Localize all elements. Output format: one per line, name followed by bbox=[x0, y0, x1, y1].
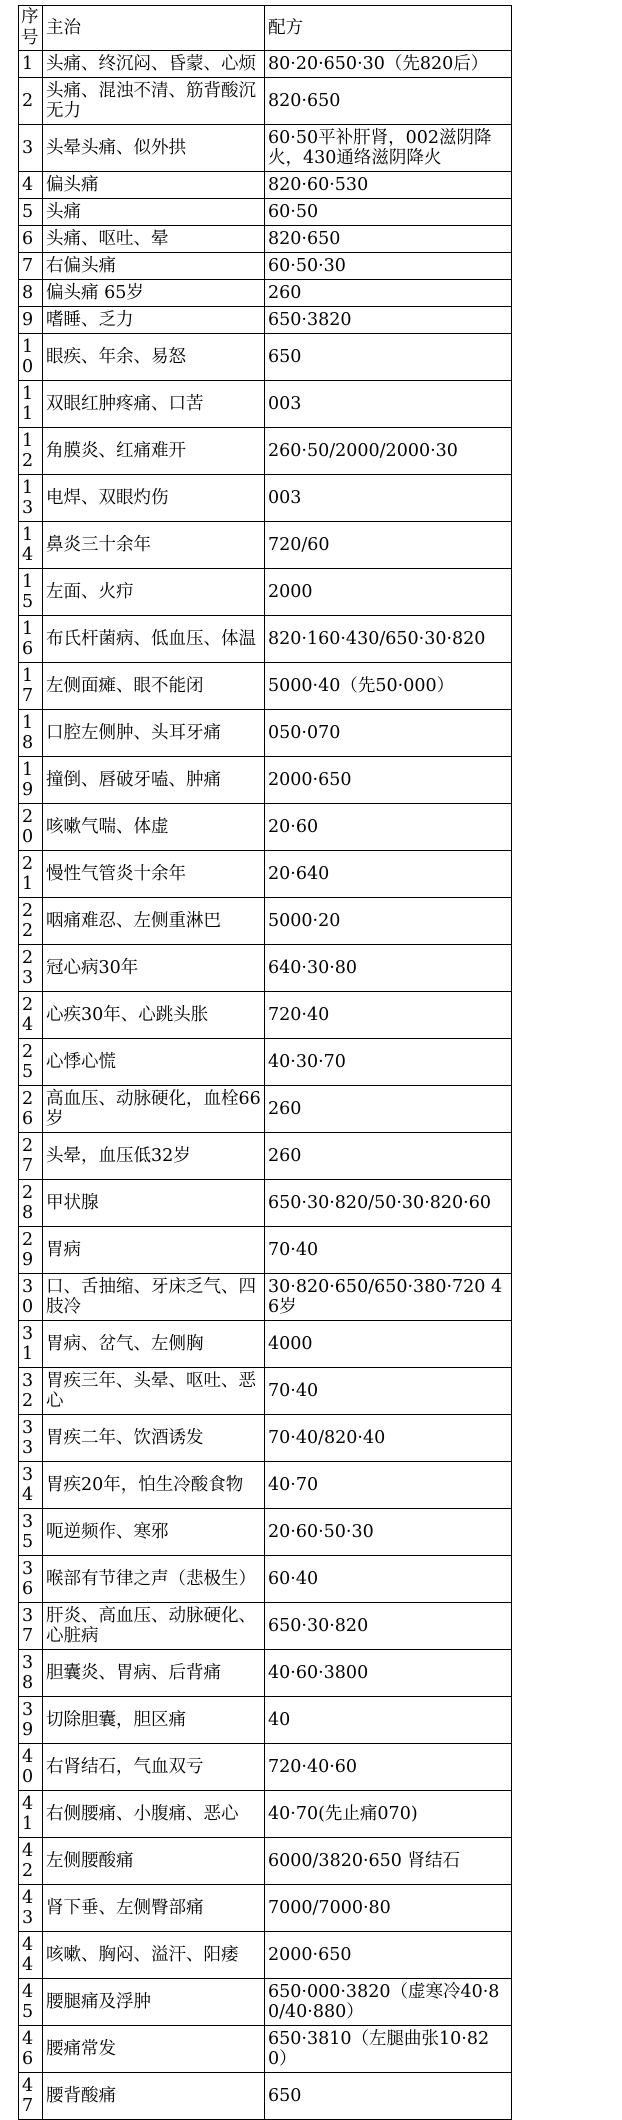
cell-seq: 22 bbox=[19, 898, 43, 945]
cell-seq: 3 bbox=[19, 125, 43, 172]
cell-symptom: 头痛 bbox=[43, 199, 265, 226]
table-row bbox=[19, 1791, 512, 1838]
cell-formula: 7000/7000·80 bbox=[265, 1885, 512, 1932]
cell-seq: 40 bbox=[19, 1744, 43, 1791]
table-row bbox=[19, 1321, 512, 1368]
cell-formula: 5000·20 bbox=[265, 898, 512, 945]
cell-seq: 26 bbox=[19, 1086, 43, 1133]
cell-symptom: 双眼红肿疼痛、口苦 bbox=[43, 381, 265, 428]
cell-symptom: 鼻炎三十余年 bbox=[43, 522, 265, 569]
table-row bbox=[19, 898, 512, 945]
table-row bbox=[19, 945, 512, 992]
cell-seq: 16 bbox=[19, 616, 43, 663]
cell-formula: 003 bbox=[265, 475, 512, 522]
cell-formula: 70·40/820·40 bbox=[265, 1415, 512, 1462]
cell-seq: 30 bbox=[19, 1274, 43, 1321]
cell-formula: 70·40 bbox=[265, 1227, 512, 1274]
cell-formula: 650·3810（左腿曲张10·820） bbox=[265, 2026, 512, 2073]
table-row bbox=[19, 804, 512, 851]
cell-formula: 2000·650 bbox=[265, 757, 512, 804]
table-row bbox=[19, 1838, 512, 1885]
table-row bbox=[19, 663, 512, 710]
cell-formula: 80·20·650·30（先820后） bbox=[265, 51, 512, 78]
cell-seq: 29 bbox=[19, 1227, 43, 1274]
table-row bbox=[19, 381, 512, 428]
table-row bbox=[19, 2026, 512, 2073]
cell-symptom: 咽痛难忍、左侧重淋巴 bbox=[43, 898, 265, 945]
cell-formula: 720·40 bbox=[265, 992, 512, 1039]
table-row bbox=[19, 1697, 512, 1744]
cell-formula: 650 bbox=[265, 334, 512, 381]
cell-formula: 650·30·820 bbox=[265, 1603, 512, 1650]
table-row bbox=[19, 428, 512, 475]
cell-symptom: 眼疾、年余、易怒 bbox=[43, 334, 265, 381]
cell-formula: 40·70(先止痛070) bbox=[265, 1791, 512, 1838]
cell-symptom: 甲状腺 bbox=[43, 1180, 265, 1227]
cell-symptom: 肾下垂、左侧臀部痛 bbox=[43, 1885, 265, 1932]
cell-seq: 43 bbox=[19, 1885, 43, 1932]
cell-symptom: 左侧腰酸痛 bbox=[43, 1838, 265, 1885]
cell-seq: 31 bbox=[19, 1321, 43, 1368]
cell-seq: 7 bbox=[19, 253, 43, 280]
cell-seq: 12 bbox=[19, 428, 43, 475]
cell-formula: 003 bbox=[265, 381, 512, 428]
cell-seq: 37 bbox=[19, 1603, 43, 1650]
table-row bbox=[19, 1744, 512, 1791]
table-row bbox=[19, 334, 512, 381]
table-row bbox=[19, 992, 512, 1039]
cell-symptom: 心悸心慌 bbox=[43, 1039, 265, 1086]
cell-symptom: 偏头痛 bbox=[43, 172, 265, 199]
cell-seq: 34 bbox=[19, 1462, 43, 1509]
table-row bbox=[19, 1885, 512, 1932]
table-row bbox=[19, 1932, 512, 1979]
table-row bbox=[19, 1979, 512, 2026]
cell-symptom: 头晕头痛、似外拱 bbox=[43, 125, 265, 172]
cell-formula: 650·3820 bbox=[265, 307, 512, 334]
header-formula: 配方 bbox=[265, 6, 512, 51]
cell-seq: 20 bbox=[19, 804, 43, 851]
cell-seq: 25 bbox=[19, 1039, 43, 1086]
cell-symptom: 胃疾二年、饮酒诱发 bbox=[43, 1415, 265, 1462]
cell-symptom: 头痛、混浊不清、筋背酸沉无力 bbox=[43, 78, 265, 125]
header-symptom: 主治 bbox=[43, 6, 265, 51]
cell-formula: 650 bbox=[265, 2073, 512, 2120]
cell-formula: 640·30·80 bbox=[265, 945, 512, 992]
cell-symptom: 腰背酸痛 bbox=[43, 2073, 265, 2120]
cell-formula: 20·60·50·30 bbox=[265, 1509, 512, 1556]
cell-formula: 720·40·60 bbox=[265, 1744, 512, 1791]
cell-formula: 30·820·650/650·380·720 46岁 bbox=[265, 1274, 512, 1321]
table-row bbox=[19, 78, 512, 125]
table-row bbox=[19, 1509, 512, 1556]
cell-seq: 8 bbox=[19, 280, 43, 307]
cell-symptom: 右偏头痛 bbox=[43, 253, 265, 280]
formula-table bbox=[18, 5, 512, 2120]
cell-seq: 13 bbox=[19, 475, 43, 522]
cell-symptom: 咳嗽、胸闷、溢汗、阳痿 bbox=[43, 1932, 265, 1979]
cell-symptom: 呃逆频作、寒邪 bbox=[43, 1509, 265, 1556]
table-row bbox=[19, 1650, 512, 1697]
cell-formula: 650·30·820/50·30·820·60 bbox=[265, 1180, 512, 1227]
cell-formula: 260 bbox=[265, 280, 512, 307]
cell-formula: 70·40 bbox=[265, 1368, 512, 1415]
cell-seq: 27 bbox=[19, 1133, 43, 1180]
cell-symptom: 切除胆囊，胆区痛 bbox=[43, 1697, 265, 1744]
cell-seq: 28 bbox=[19, 1180, 43, 1227]
table-row bbox=[19, 1603, 512, 1650]
cell-formula: 5000·40（先50·000） bbox=[265, 663, 512, 710]
cell-symptom: 口腔左侧肿、头耳牙痛 bbox=[43, 710, 265, 757]
cell-seq: 10 bbox=[19, 334, 43, 381]
cell-symptom: 头晕，血压低32岁 bbox=[43, 1133, 265, 1180]
table-row bbox=[19, 199, 512, 226]
cell-seq: 5 bbox=[19, 199, 43, 226]
cell-seq: 35 bbox=[19, 1509, 43, 1556]
cell-seq: 42 bbox=[19, 1838, 43, 1885]
cell-symptom: 左侧面瘫、眼不能闭 bbox=[43, 663, 265, 710]
cell-formula: 60·50平补肝肾，002滋阴降火，430通络滋阴降火 bbox=[265, 125, 512, 172]
table-row bbox=[19, 1227, 512, 1274]
cell-seq: 2 bbox=[19, 78, 43, 125]
cell-seq: 24 bbox=[19, 992, 43, 1039]
cell-symptom: 肝炎、高血压、动脉硬化、心脏病 bbox=[43, 1603, 265, 1650]
table-row bbox=[19, 51, 512, 78]
cell-seq: 17 bbox=[19, 663, 43, 710]
table-row bbox=[19, 851, 512, 898]
cell-symptom: 电焊、双眼灼伤 bbox=[43, 475, 265, 522]
cell-symptom: 角膜炎、红痛难开 bbox=[43, 428, 265, 475]
table-row bbox=[19, 2073, 512, 2120]
cell-symptom: 喉部有节律之声（悲极生） bbox=[43, 1556, 265, 1603]
cell-formula: 260·50/2000/2000·30 bbox=[265, 428, 512, 475]
table-row bbox=[19, 1039, 512, 1086]
cell-symptom: 左面、火疖 bbox=[43, 569, 265, 616]
cell-seq: 45 bbox=[19, 1979, 43, 2026]
cell-seq: 46 bbox=[19, 2026, 43, 2073]
table-row bbox=[19, 253, 512, 280]
cell-symptom: 右肾结石，气血双亏 bbox=[43, 1744, 265, 1791]
cell-symptom: 嗜睡、乏力 bbox=[43, 307, 265, 334]
cell-formula: 40 bbox=[265, 1697, 512, 1744]
cell-symptom: 偏头痛 65岁 bbox=[43, 280, 265, 307]
cell-seq: 6 bbox=[19, 226, 43, 253]
table-row bbox=[19, 1133, 512, 1180]
cell-symptom: 胃病、岔气、左侧胸 bbox=[43, 1321, 265, 1368]
cell-symptom: 布氏杆菌病、低血压、体温 bbox=[43, 616, 265, 663]
table-row bbox=[19, 475, 512, 522]
table-row bbox=[19, 1462, 512, 1509]
cell-symptom: 右侧腰痛、小腹痛、恶心 bbox=[43, 1791, 265, 1838]
table-row bbox=[19, 569, 512, 616]
cell-formula: 2000 bbox=[265, 569, 512, 616]
cell-formula: 60·40 bbox=[265, 1556, 512, 1603]
cell-seq: 11 bbox=[19, 381, 43, 428]
cell-symptom: 撞倒、唇破牙嗑、肿痛 bbox=[43, 757, 265, 804]
table-header-row bbox=[19, 6, 512, 51]
cell-formula: 60·50·30 bbox=[265, 253, 512, 280]
cell-formula: 40·30·70 bbox=[265, 1039, 512, 1086]
cell-symptom: 腰腿痛及浮肿 bbox=[43, 1979, 265, 2026]
cell-formula: 050·070 bbox=[265, 710, 512, 757]
table-row bbox=[19, 125, 512, 172]
cell-symptom: 胃病 bbox=[43, 1227, 265, 1274]
cell-formula: 820·60·530 bbox=[265, 172, 512, 199]
cell-symptom: 心疾30年、心跳头胀 bbox=[43, 992, 265, 1039]
table-row bbox=[19, 710, 512, 757]
cell-formula: 60·50 bbox=[265, 199, 512, 226]
table-row bbox=[19, 757, 512, 804]
table-row bbox=[19, 307, 512, 334]
cell-symptom: 高血压、动脉硬化，血栓66岁 bbox=[43, 1086, 265, 1133]
cell-symptom: 胆囊炎、胃病、后背痛 bbox=[43, 1650, 265, 1697]
cell-symptom: 头痛、呕吐、晕 bbox=[43, 226, 265, 253]
cell-symptom: 腰痛常发 bbox=[43, 2026, 265, 2073]
cell-formula: 20·60 bbox=[265, 804, 512, 851]
cell-formula: 260 bbox=[265, 1086, 512, 1133]
cell-seq: 1 bbox=[19, 51, 43, 78]
cell-formula: 820·160·430/650·30·820 bbox=[265, 616, 512, 663]
cell-seq: 9 bbox=[19, 307, 43, 334]
cell-seq: 41 bbox=[19, 1791, 43, 1838]
table-row bbox=[19, 1180, 512, 1227]
cell-seq: 15 bbox=[19, 569, 43, 616]
cell-formula: 720/60 bbox=[265, 522, 512, 569]
table-row bbox=[19, 522, 512, 569]
cell-symptom: 咳嗽气喘、体虚 bbox=[43, 804, 265, 851]
cell-seq: 21 bbox=[19, 851, 43, 898]
cell-seq: 38 bbox=[19, 1650, 43, 1697]
cell-symptom: 冠心病30年 bbox=[43, 945, 265, 992]
header-seq: 序号 bbox=[19, 6, 43, 51]
cell-seq: 18 bbox=[19, 710, 43, 757]
cell-symptom: 慢性气管炎十余年 bbox=[43, 851, 265, 898]
cell-seq: 14 bbox=[19, 522, 43, 569]
cell-symptom: 胃疾三年、头晕、呕吐、恶心 bbox=[43, 1368, 265, 1415]
table-row bbox=[19, 226, 512, 253]
cell-formula: 820·650 bbox=[265, 226, 512, 253]
table-row bbox=[19, 1556, 512, 1603]
table-row bbox=[19, 1415, 512, 1462]
cell-formula: 820·650 bbox=[265, 78, 512, 125]
cell-symptom: 胃疾20年，怕生冷酸食物 bbox=[43, 1462, 265, 1509]
cell-seq: 39 bbox=[19, 1697, 43, 1744]
table-row bbox=[19, 1274, 512, 1321]
cell-seq: 44 bbox=[19, 1932, 43, 1979]
cell-formula: 2000·650 bbox=[265, 1932, 512, 1979]
cell-symptom: 头痛、终沉闷、昏蒙、心烦 bbox=[43, 51, 265, 78]
cell-formula: 40·70 bbox=[265, 1462, 512, 1509]
cell-symptom: 口、舌抽缩、牙床乏气、四肢冷 bbox=[43, 1274, 265, 1321]
cell-seq: 19 bbox=[19, 757, 43, 804]
cell-seq: 4 bbox=[19, 172, 43, 199]
cell-formula: 4000 bbox=[265, 1321, 512, 1368]
table-row bbox=[19, 1086, 512, 1133]
cell-seq: 33 bbox=[19, 1415, 43, 1462]
cell-formula: 40·60·3800 bbox=[265, 1650, 512, 1697]
table-row bbox=[19, 172, 512, 199]
table-row bbox=[19, 280, 512, 307]
table-row bbox=[19, 616, 512, 663]
table-body bbox=[19, 51, 512, 2120]
table-row bbox=[19, 1368, 512, 1415]
cell-formula: 20·640 bbox=[265, 851, 512, 898]
cell-formula: 260 bbox=[265, 1133, 512, 1180]
cell-seq: 32 bbox=[19, 1368, 43, 1415]
cell-formula: 6000/3820·650 肾结石 bbox=[265, 1838, 512, 1885]
cell-seq: 36 bbox=[19, 1556, 43, 1603]
cell-seq: 23 bbox=[19, 945, 43, 992]
cell-formula: 650·000·3820（虚寒冷40·80/40·880） bbox=[265, 1979, 512, 2026]
cell-seq: 47 bbox=[19, 2073, 43, 2120]
